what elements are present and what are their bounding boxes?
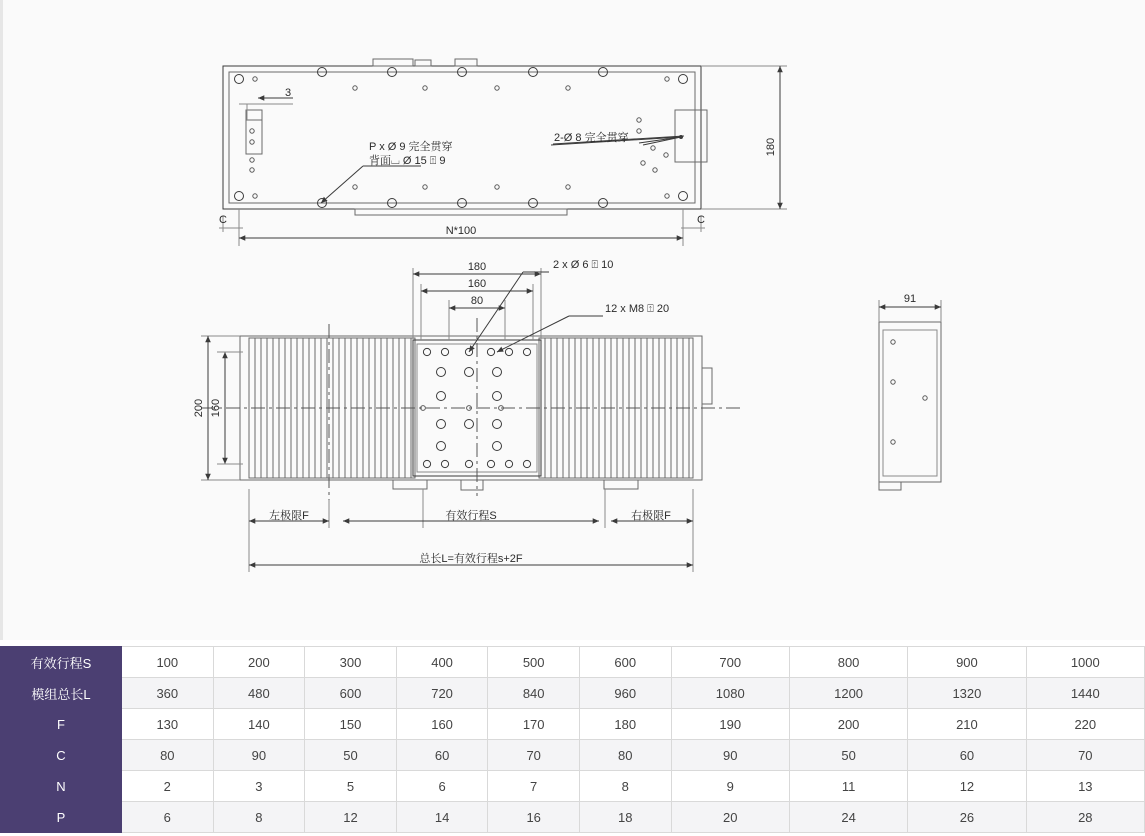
cell: 11 <box>789 771 907 802</box>
callout-hole-pattern-line2: 背面⌴ Ø 15 ⍐ 9 <box>369 155 446 167</box>
cell: 720 <box>396 678 488 709</box>
cell: 140 <box>213 709 305 740</box>
label-effective-stroke: 有效行程S <box>445 510 497 522</box>
cell: 90 <box>213 740 305 771</box>
table-row <box>1 802 1145 833</box>
dim-label-3: 3 <box>285 87 292 99</box>
cell: 14 <box>396 802 488 833</box>
cell: 1200 <box>789 678 907 709</box>
cell: 200 <box>789 709 907 740</box>
label-right-limit: 右极限F <box>631 510 671 522</box>
label-left-limit: 左极限F <box>269 510 309 522</box>
label-total-length: 总长L=有效行程s+2F <box>419 553 523 565</box>
row-header-total-length: 模组总长L <box>1 678 122 709</box>
row-header-c: C <box>1 740 122 771</box>
dim-label-91: 91 <box>903 293 917 305</box>
cell: 1080 <box>671 678 789 709</box>
cell: 28 <box>1026 802 1144 833</box>
cell: 20 <box>671 802 789 833</box>
cell: 6 <box>122 802 214 833</box>
row-header-stroke: 有效行程S <box>1 647 122 678</box>
table-row <box>1 709 1145 740</box>
cell: 60 <box>396 740 488 771</box>
cell: 1000 <box>1026 647 1144 678</box>
callout-hole-pattern-line1: P x Ø 9 完全贯穿 <box>369 141 453 153</box>
cell: 480 <box>213 678 305 709</box>
table-row <box>1 647 1145 678</box>
cell: 800 <box>789 647 907 678</box>
table-row <box>1 740 1145 771</box>
table-row <box>1 771 1145 802</box>
label-c-left: C <box>219 214 227 226</box>
cell: 80 <box>579 740 671 771</box>
cell: 400 <box>396 647 488 678</box>
dim-label-n100: N*100 <box>445 225 477 237</box>
cell: 50 <box>305 740 397 771</box>
cell: 12 <box>908 771 1026 802</box>
dim-label-160-left: 160 <box>210 398 222 418</box>
callout-two-holes: 2-Ø 8 完全贯穿 <box>554 132 629 144</box>
cell: 18 <box>579 802 671 833</box>
specification-table <box>0 646 1145 833</box>
row-header-n: N <box>1 771 122 802</box>
callout-thread-holes: 12 x M8 ⍐ 20 <box>605 303 670 315</box>
cell: 960 <box>579 678 671 709</box>
cell: 80 <box>122 740 214 771</box>
table-row <box>1 678 1145 709</box>
cell: 900 <box>908 647 1026 678</box>
cell: 8 <box>213 802 305 833</box>
cell: 13 <box>1026 771 1144 802</box>
table-body <box>1 647 1145 833</box>
cell: 150 <box>305 709 397 740</box>
cell: 500 <box>488 647 580 678</box>
cell: 1440 <box>1026 678 1144 709</box>
cell: 2 <box>122 771 214 802</box>
cell: 200 <box>213 647 305 678</box>
cell: 90 <box>671 740 789 771</box>
cell: 210 <box>908 709 1026 740</box>
cell: 160 <box>396 709 488 740</box>
cell: 70 <box>1026 740 1144 771</box>
drawing-canvas <box>3 0 1145 640</box>
cell: 130 <box>122 709 214 740</box>
cell: 7 <box>488 771 580 802</box>
cell: 600 <box>305 678 397 709</box>
cell: 300 <box>305 647 397 678</box>
label-c-right: C <box>697 214 705 226</box>
cell: 24 <box>789 802 907 833</box>
cell: 840 <box>488 678 580 709</box>
cell: 5 <box>305 771 397 802</box>
row-header-f: F <box>1 709 122 740</box>
cell: 6 <box>396 771 488 802</box>
cell: 1320 <box>908 678 1026 709</box>
cell: 100 <box>122 647 214 678</box>
callout-dowel-holes: 2 x Ø 6 ⍐ 10 <box>553 259 614 271</box>
cell: 700 <box>671 647 789 678</box>
dim-label-180-front: 180 <box>467 261 487 273</box>
cell: 190 <box>671 709 789 740</box>
dim-label-160-top: 160 <box>467 278 487 290</box>
cell: 50 <box>789 740 907 771</box>
cell: 12 <box>305 802 397 833</box>
cell: 9 <box>671 771 789 802</box>
cell: 26 <box>908 802 1026 833</box>
cell: 180 <box>579 709 671 740</box>
cell: 3 <box>213 771 305 802</box>
cell: 8 <box>579 771 671 802</box>
cell: 360 <box>122 678 214 709</box>
cell: 220 <box>1026 709 1144 740</box>
dim-label-80: 80 <box>470 295 484 307</box>
cell: 70 <box>488 740 580 771</box>
dim-label-200: 200 <box>193 398 205 418</box>
side-view <box>879 300 941 490</box>
row-header-p: P <box>1 802 122 833</box>
cell: 16 <box>488 802 580 833</box>
cell: 170 <box>488 709 580 740</box>
cell: 600 <box>579 647 671 678</box>
cell: 60 <box>908 740 1026 771</box>
dim-label-180-top: 180 <box>765 137 777 157</box>
